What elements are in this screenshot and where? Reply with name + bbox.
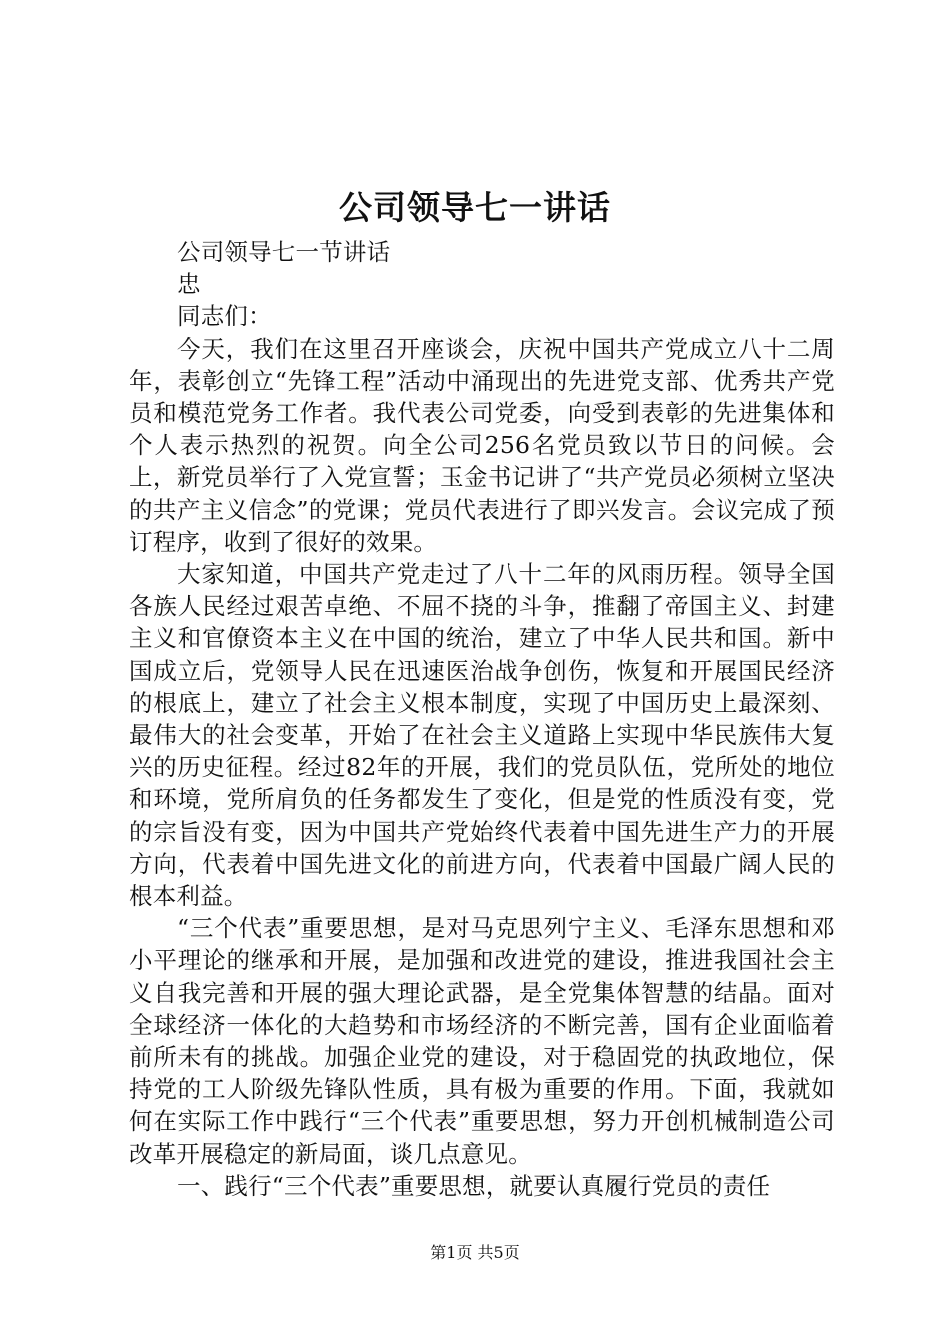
subtitle-line: 公司领导七一节讲话 — [177, 238, 391, 266]
section-heading-1: 一、践行“三个代表”重要思想，就要认真履行党员的责任 — [177, 1171, 771, 1200]
document-body — [129, 236, 835, 1202]
salutation: 同志们： — [177, 302, 272, 331]
page-number-footer: 第1页 共5页 — [430, 1243, 520, 1262]
paragraph-2: 大家知道，中国共产党走过了八十二年的风雨历程。领导全国各族人民经过艰苦卓绝、不屈不挠的斗争，推翻了帝国主义、封建主义和官僚资本主义在中国的统治，建立了中华人民共和国。新中国成立后，党领导人民在迅速医治战争创伤，恢复和开展国民经济的根底上，建立了社会主义根本制度，实现了中国历史上最深刻、最伟大的社会变革，开始了在社会主义道路上实现中华民族伟大复兴的历史征程。经过82年的开展，我们的党员队伍，党所处的地位和环境，党所肩负的任务都发生了变化，但是党的性质没有变，党的宗旨没有变，因为中国共产党始终代表着中国先进生产力的开展方向，代表着中国先进文化的前进方向，代表着中国最广阔人民的根本利益。 — [129, 560, 835, 911]
paragraph-3: “三个代表”重要思想，是对马克思列宁主义、毛泽东思想和邓小平理论的继承和开展，是加强和改进党的建设，推进我国社会主义自我完善和开展的强大理论武器，是全党集体智慧的结晶。面对全球经济一体化的大趋势和市场经济的不断完善，国有企业面临着前所未有的挑战。加强企业党的建设，对于稳固党的执政地位，保持党的工人阶级先锋队性质，具有极为重要的作用。下面，我就如何在实际工作中践行“三个代表”重要思想，努力开创机械制造公司改革开展稳定的新局面，谈几点意见。 — [129, 914, 835, 1168]
document-title: 公司领导七一讲话 — [339, 188, 611, 227]
paragraph-1: 今天，我们在这里召开座谈会，庆祝中国共产党成立八十二周年，表彰创立“先锋工程”活动中涌现出的先进党支部、优秀共产党员和模范党务工作者。我代表公司党委，向受到表彰的先进集体和个人表示热烈的祝贺。向全公司256名党员致以节日的问候。会上，新党员举行了入党宣誓；玉金书记讲了“共产党员必须树立坚决的共产主义信念”的党课；党员代表进行了即兴发言。会议完成了预订程序，收到了很好的效果。 — [129, 334, 835, 556]
author-line: 忠 — [177, 270, 201, 299]
